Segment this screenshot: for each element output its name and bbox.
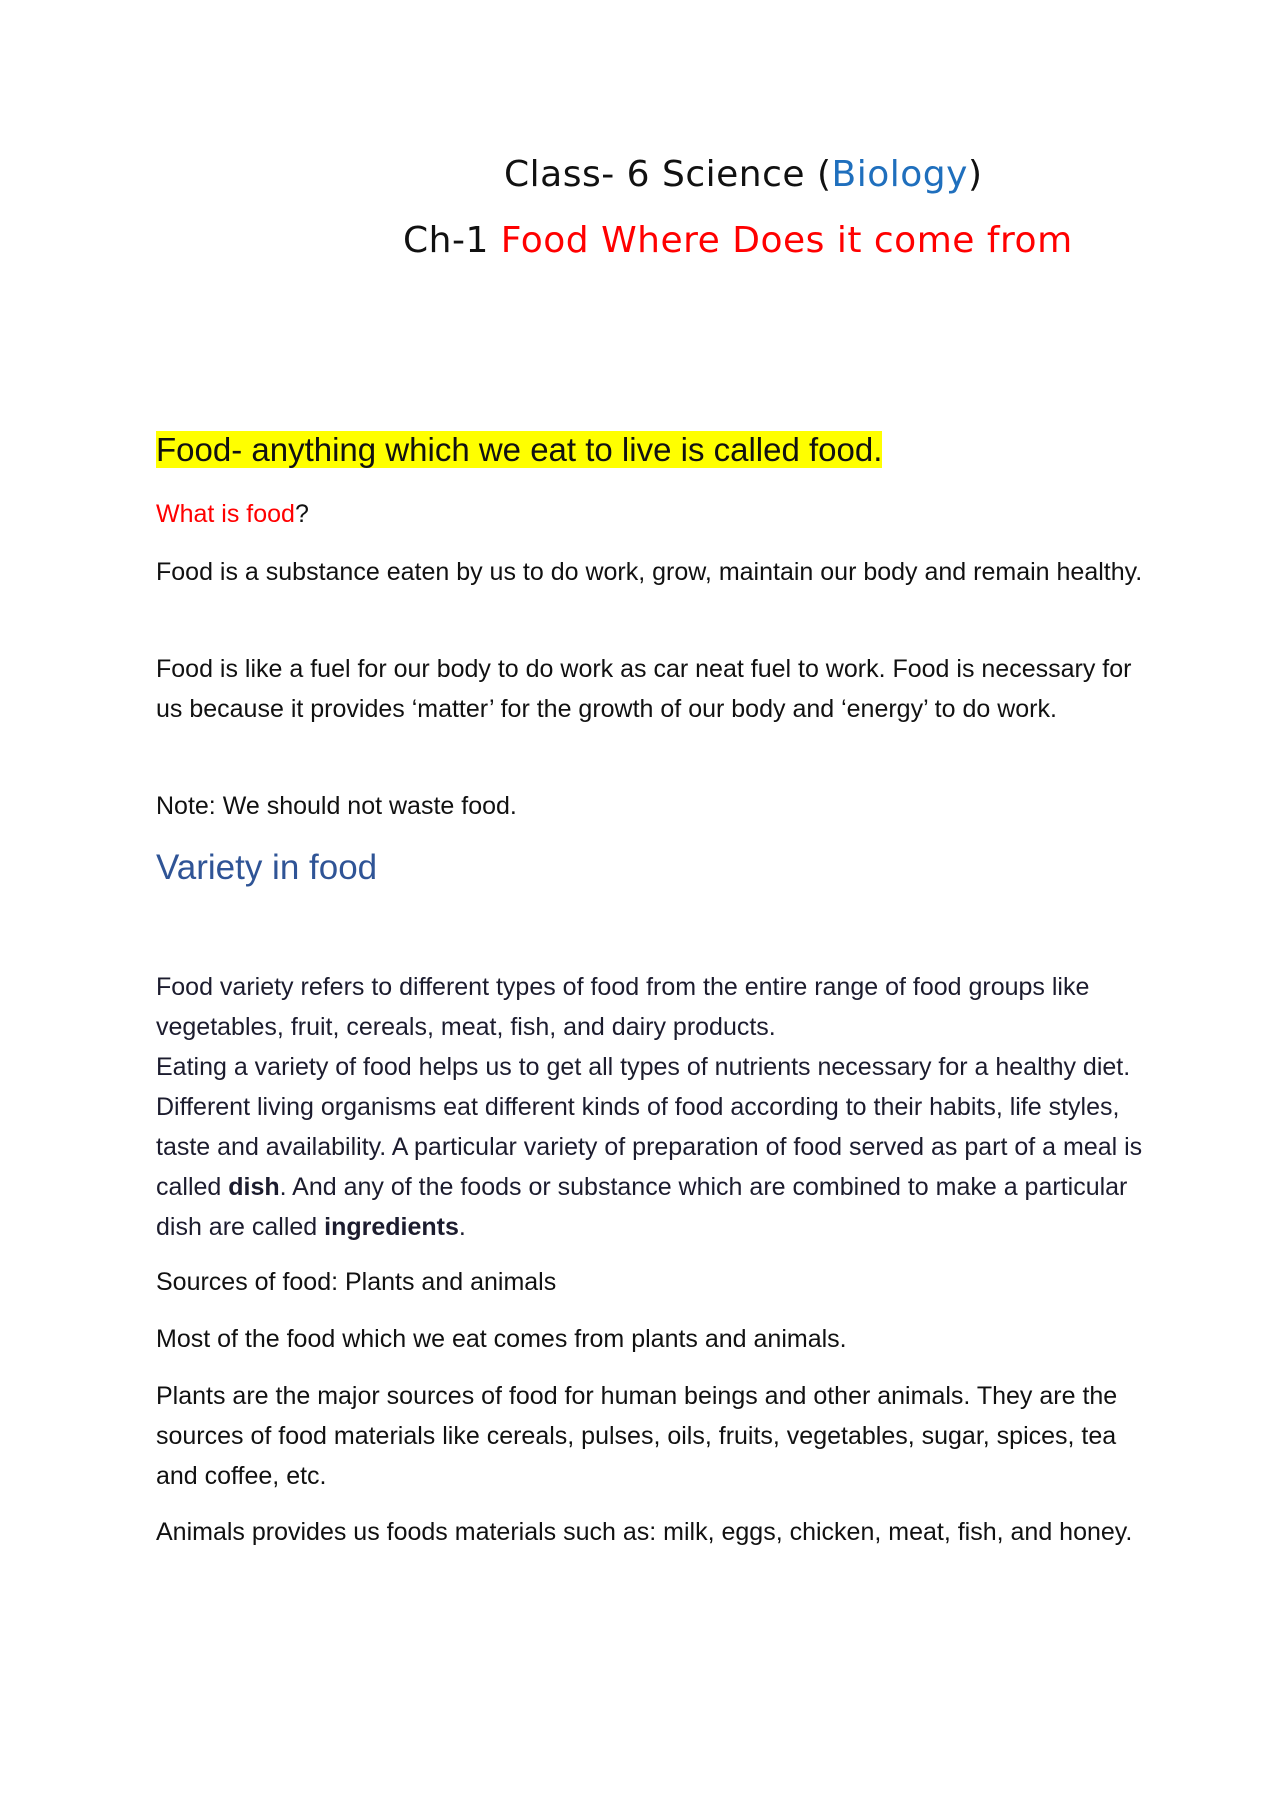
term-ingredients: ingredients [324,1213,459,1241]
section-heading-variety: Variety in food [156,848,378,887]
variety-paragraph-2 [156,1047,1146,1247]
question-text: What is food [156,500,295,528]
sources-paragraph-2: Plants are the major sources of food for human beings and other animals. They are the sources of food materials like cereals, pulses, oils, fruits, vegetables, sugar, spices, tea and coffee, etc. [156,1382,1118,1490]
chapter-number: Ch-1 [403,220,501,261]
paragraph-text: Food is a substance eaten by us to do work, grow, maintain our body and remain healthy. [156,558,1143,586]
note-text: Note: We should not waste food. [156,792,517,820]
term-dish: dish [228,1173,280,1201]
sources-paragraph-1-wrap [156,1319,1146,1359]
variety-text-start: Eating a variety of food helps us to get all types of nutrients necessary for a healthy diet. Different living organisms eat different kinds of food according to their habits, life styles, taste and availability. A particular variety of preparation of food served as part of a meal is called [156,1053,1143,1201]
page-title-class-subject [504,154,983,195]
sources-paragraph-2-wrap [156,1376,1146,1496]
paragraph-text: Food is like a fuel for our body to do work as car neat fuel to work. Food is necessary for us because it provides ‘matter’ for the growth of our body and ‘energy’ to do work. [156,655,1132,723]
question-line [156,494,1146,534]
sources-heading: Sources of food: Plants and animals [156,1268,557,1296]
question-mark: ? [294,500,309,528]
note-line [156,786,1146,826]
food-definition-text: Food- anything which we eat to live is called food. [156,431,883,468]
food-definition [156,426,882,474]
subject-name: Biology [831,154,968,195]
paragraph-food-substance [156,552,1146,592]
variety-text-mid: . And any of the foods or substance which are combined to make a particular dish are called [156,1173,1128,1241]
title-prefix: Class- 6 Science ( [504,154,832,195]
variety-paragraph-1: Food variety refers to different types of food from the entire range of food groups like vegetables, fruit, cereals, meat, fish, and dairy products. [156,973,1090,1041]
question-paragraph [156,494,1146,534]
sources-paragraph-3-wrap [156,1512,1146,1552]
title-suffix: ) [967,154,983,195]
chapter-name: Food Where Does it come from [500,220,1073,261]
sources-paragraph-1: Most of the food which we eat comes from plants and animals. [156,1325,847,1353]
variety-text-end: . [458,1213,466,1241]
variety-section [156,967,1146,1247]
paragraph-food-fuel [156,649,1146,729]
chapter-title [403,220,1073,261]
sources-paragraph-3: Animals provides us foods materials such as: milk, eggs, chicken, meat, fish, and honey. [156,1518,1133,1546]
sources-heading-line [156,1262,1146,1302]
